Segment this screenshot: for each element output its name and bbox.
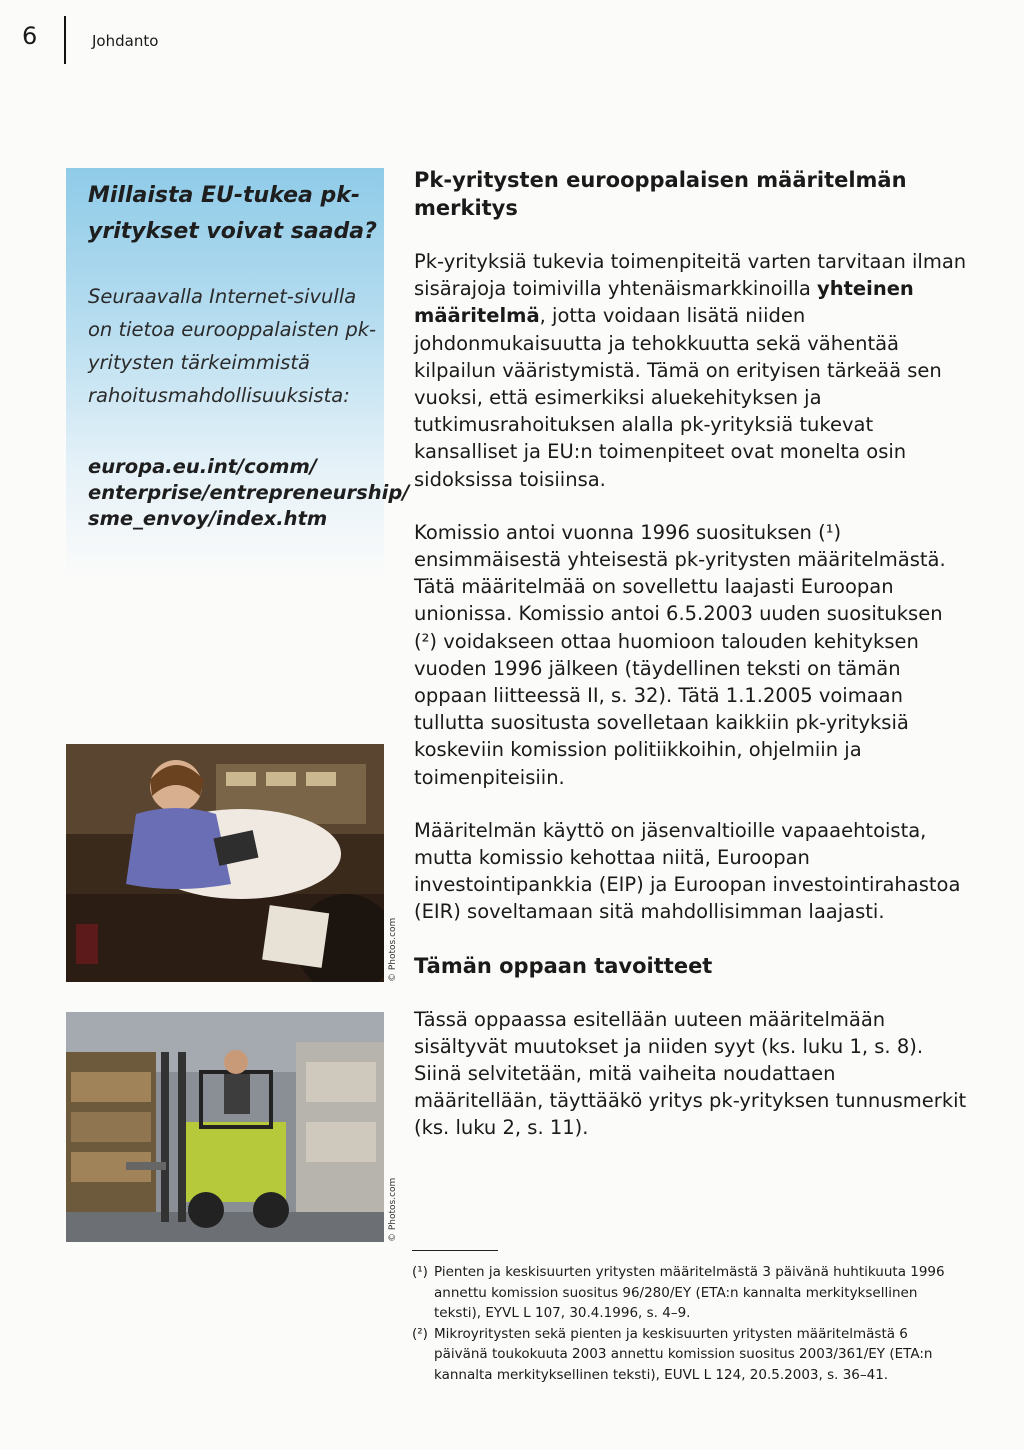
photo-credit: © Photos.com (388, 917, 398, 982)
footnote-rule (412, 1250, 498, 1251)
info-box-text: Seuraavalla Internet-sivulla on tietoa eurooppalaisten pk-yritysten tärkeimmistä rahoitusmahdollisuuksista: (88, 285, 377, 407)
main-column (414, 166, 969, 1168)
paragraph-text: , jotta voidaan lisätä niiden johdonmukaisuutta ja tehokkuutta sekä vähentää kilpailun vääristymistä. Tämä on erityisen tärkeää sen vuoksi, että esimerkiksi aluekehityksen ja tutkimusrahoituksen alalla pk-yrityksiä tukevat kansalliset ja EU:n toimenpiteet ovat monelta osin sidoksissa toisiinsa. (414, 304, 942, 491)
paragraph: Komissio antoi vuonna 1996 suosituksen (¹) ensimmäisestä yhteisestä pk-yritysten määritelmästä. Tätä määritelmää on sovellettu laajasti Euroopan unionissa. Komissio antoi 6.5.2003 uuden suosituksen (²) voidakseen ottaa huomioon talouden kehityksen vuoden 1996 jälkeen (täydellinen teksti on tämän oppaan liitteessä II, s. 32). Tätä 1.1.2005 voimaan tullutta suositusta sovelletaan kaikkiin pk-yrityksiä koskeviin komission politiikkoihin, ohjelmiin ja toimenpiteisiin. (414, 520, 946, 789)
photo-restaurant (66, 744, 384, 982)
link-line: sme_envoy/index.htm (88, 507, 328, 530)
paragraph-text: Pk-yrityksiä tukevia toimenpiteitä varten tarvitaan ilman sisärajoja toimivilla yhtenäismarkkinoilla (414, 250, 967, 301)
header-rule (64, 16, 66, 64)
footnotes (412, 1262, 952, 1385)
emphasis: yhteinen määritelmä (414, 277, 914, 328)
page-number: 6 (22, 22, 38, 50)
footnote (412, 1262, 952, 1324)
footnote-mark: (²) (412, 1325, 428, 1342)
photo-credit: © Photos.com (388, 1177, 398, 1242)
info-box-link[interactable] (88, 454, 410, 532)
section-label: Johdanto (92, 32, 159, 50)
photo-warehouse (66, 1012, 384, 1242)
link-line: europa.eu.int/comm/ (88, 455, 317, 478)
footnote-text: Mikroyritysten sekä pienten ja keskisuurten yritysten määritelmästä 6 päivänä toukokuuta 2003 annettu komission suositus 2003/361/EY (ETA:n kannalta merkityksellinen teksti), EUVL L 124, 20.5.2003, s. 36–41. (434, 1325, 933, 1383)
paragraph: Määritelmän käyttö on jäsenvaltioille vapaaehtoista, mutta komissio kehottaa niitä, Euroopan investointipankkia (EIP) ja Euroopan investointirahastoa (EIR) soveltamaan sitä mahdollisimman laajasti. (414, 818, 961, 924)
paragraph: Tässä oppaassa esitellään uuteen määritelmään sisältyvät muutokset ja niiden syyt (ks. luku 1, s. 8). Siinä selvitetään, mitä vaiheita noudattaen määritellään, täyttääkö yritys pk-yrityksen tunnusmerkit (ks. luku 2, s. 11). (414, 1007, 967, 1140)
section-heading: Pk-yritysten eurooppalaisen määritelmän merkitys (414, 168, 907, 220)
paragraph (414, 248, 969, 493)
info-box-content (88, 178, 410, 532)
footnote-mark: (¹) (412, 1264, 428, 1280)
footnote-text: Pienten ja keskisuurten yritysten määritelmästä 3 päivänä huhtikuuta 1996 annettu komission suositus 96/280/EY (ETA:n kannalta merkityksellinen teksti), EYVL L 107, 30.4.1996, s. 4–9. (434, 1264, 945, 1321)
footnote (412, 1324, 952, 1386)
section-heading: Tämän oppaan tavoitteet (414, 953, 713, 978)
link-line: enterprise/entrepreneurship/ (88, 481, 410, 504)
info-box-title: Millaista EU-tukea pk-yritykset voivat saada? (88, 183, 377, 244)
